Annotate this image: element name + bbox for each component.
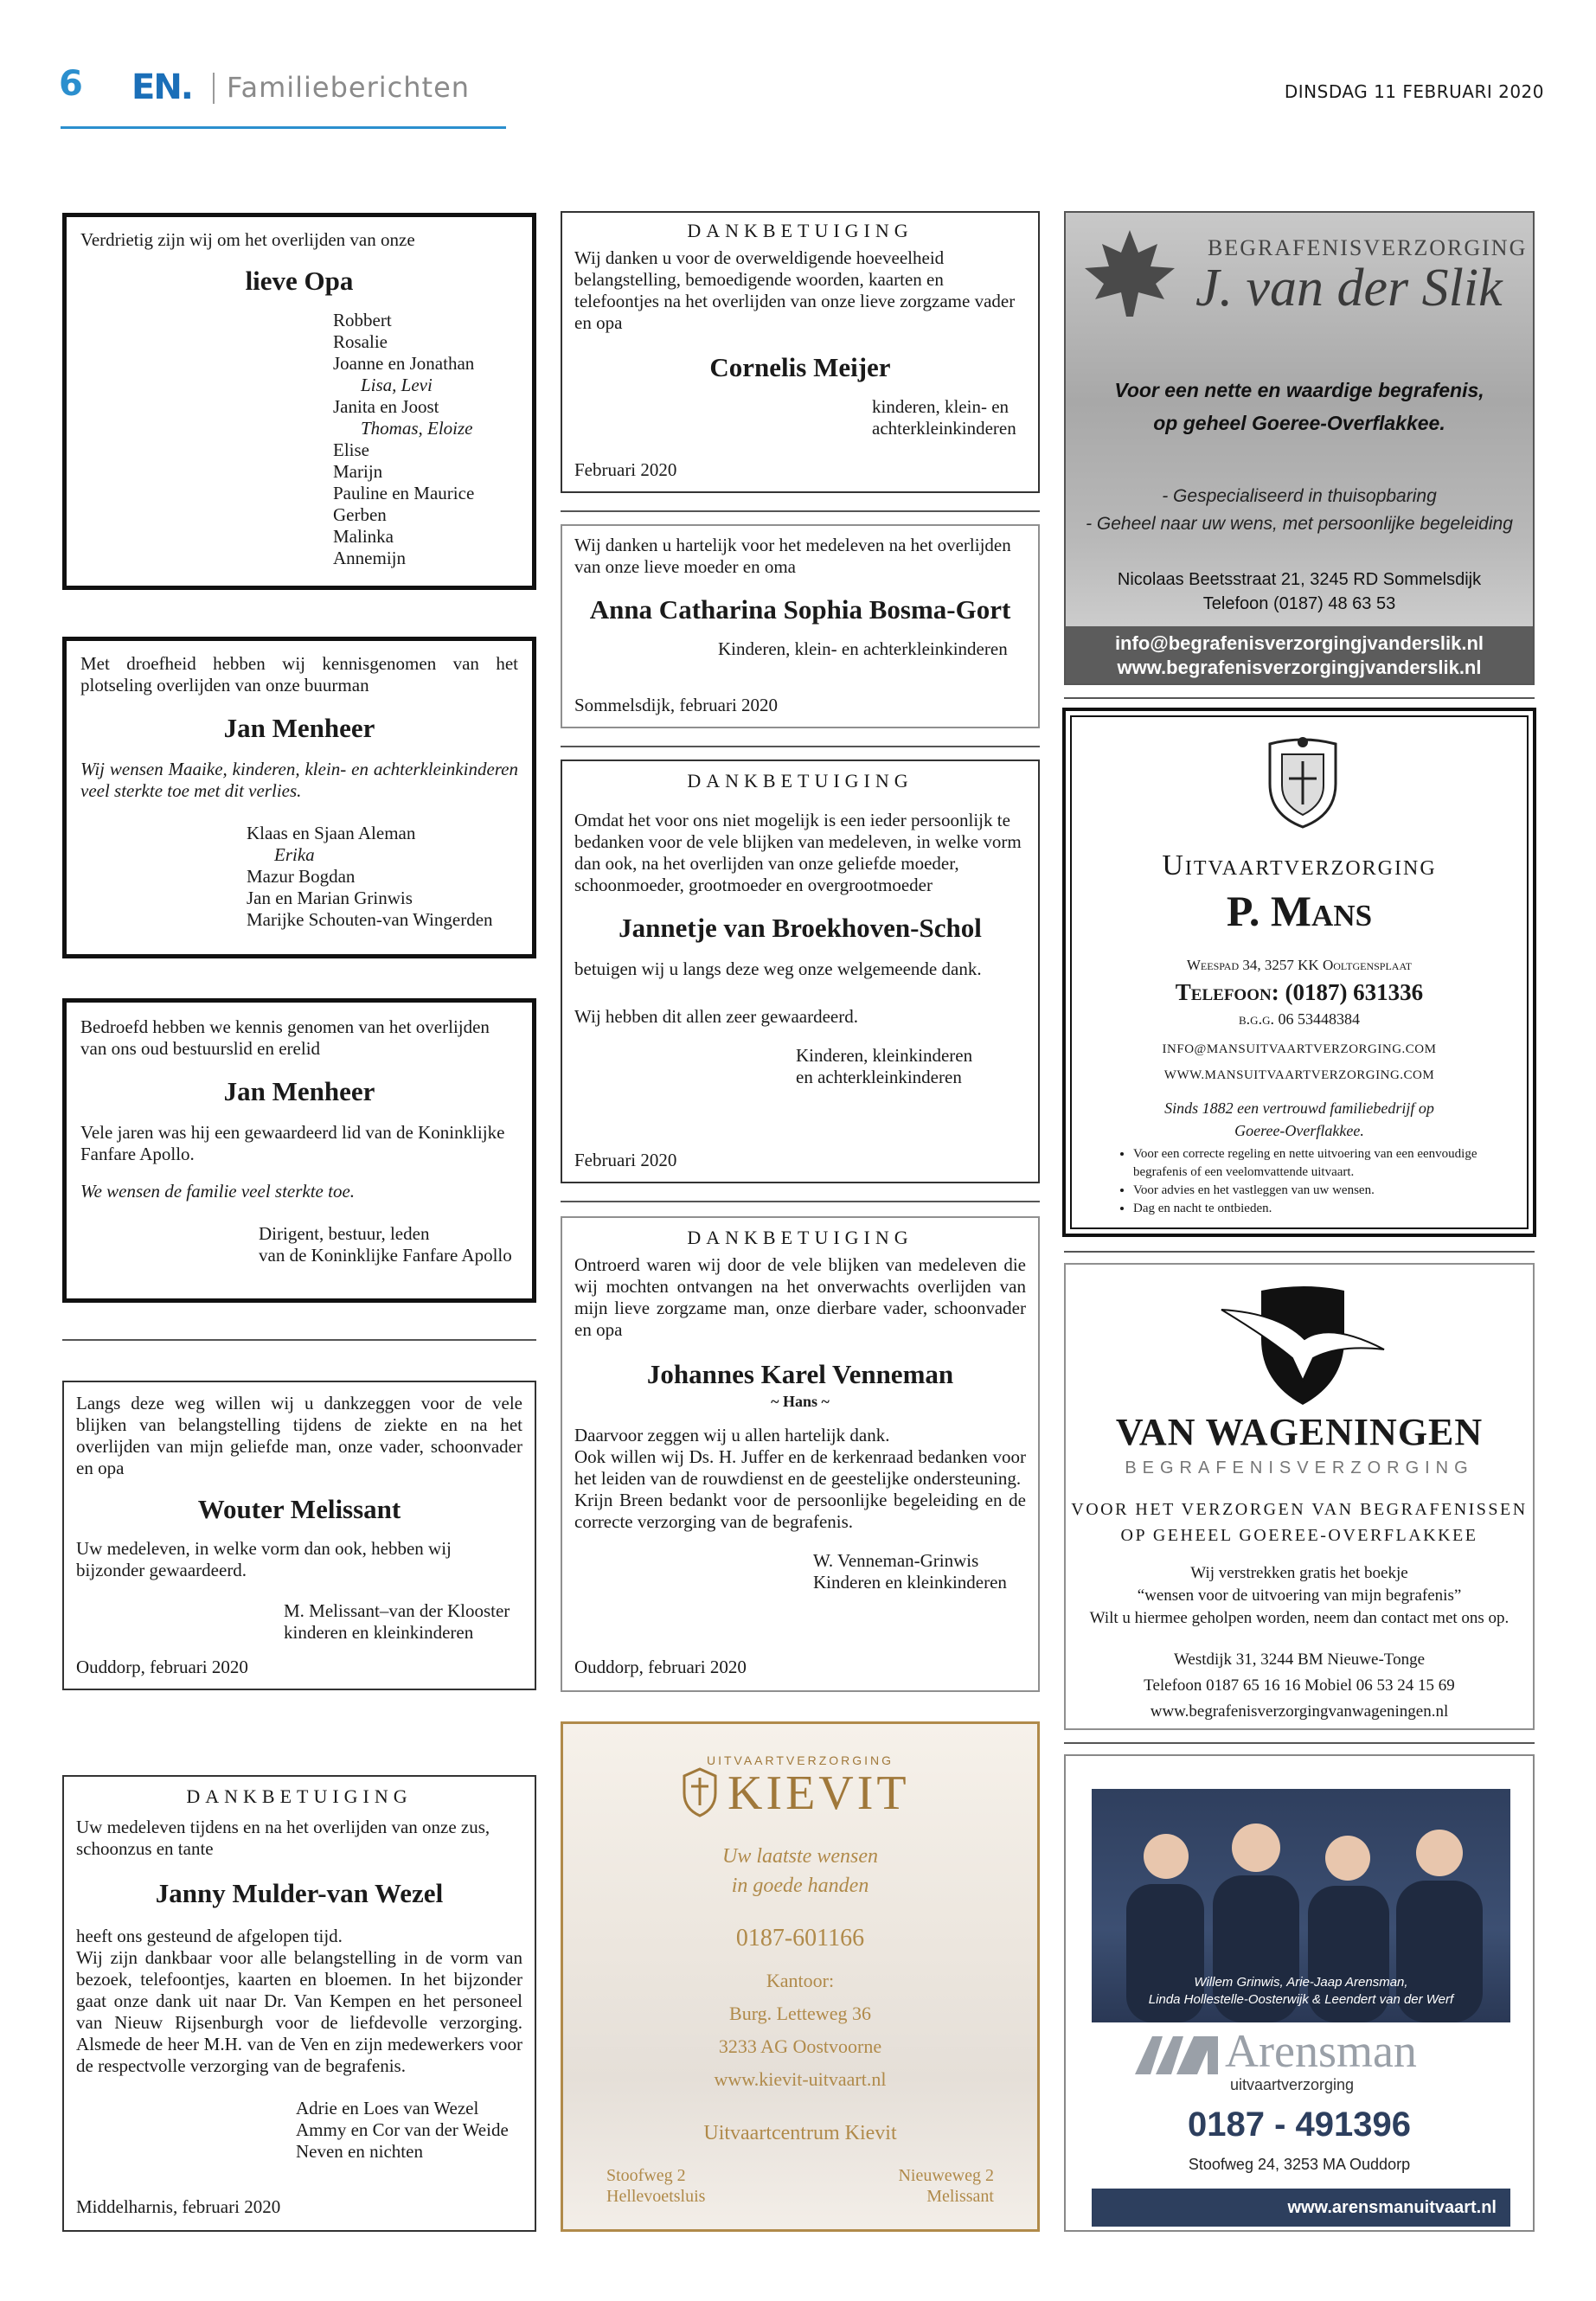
arensman-logo-icon [1133,2031,1220,2078]
ad-arensman[interactable] [1064,1754,1535,2232]
notice-place-date: Ouddorp, februari 2020 [76,1657,248,1677]
mans-name: P. Mans [1226,887,1373,935]
notice-date: Februari 2020 [574,1150,677,1170]
wageningen-phone[interactable]: Telefoon 0187 65 16 16 Mobiel 06 53 24 15 69 [1144,1676,1455,1695]
kievit-center: Uitvaartcentrum Kievit [703,2122,897,2144]
notice-heading: DANKBETUIGING [687,220,913,241]
notice-intro: Ontroerd waren wij door de vele blijken van medeleven die wij mochten ontvangen na het onverwachts overlijden van mijn lieve zorgzame man, onze dierbare vader, schoonvader en opa [574,1254,1026,1340]
notice-title: Cornelis Meijer [709,352,891,382]
notice-title: Jan Menheer [223,1076,375,1106]
kievit-street: Burg. Letteweg 36 [729,2003,871,2024]
notice-wouter-melissant [62,1381,536,1690]
notice-title: Jannetje van Broekhoven-Schol [619,913,982,943]
notice-intro: Met droefheid hebben wij kennisgenomen van het plotseling overlijden van onze buurman [80,653,518,695]
mans-email[interactable]: INFO@MANSUITVAARTVERZORGING.COM [1162,1042,1437,1056]
notice-lieve-opa [62,213,536,590]
column-divider [561,746,1040,747]
name-line: Gerben [333,504,387,525]
name-line: Jan en Marian Grinwis [247,888,413,908]
kievit-crest-icon [681,1767,719,1817]
signature-line: M. Melissant–van der Klooster [284,1600,510,1621]
signature-line: Kinderen, kleinkinderen [796,1045,973,1066]
signature-line: en achterkleinkinderen [796,1067,962,1087]
slik-phone[interactable]: Telefoon (0187) 48 63 53 [1202,594,1396,613]
wageningen-text: Wilt u hiermee geholpen worden, neem dan contact met ons op. [1089,1609,1509,1627]
notice-van-broekhoven [561,760,1040,1183]
arensman-name: Arensman [1225,2025,1417,2077]
mans-bullet: • Voor advies en het vastleggen van uw wensen. [1133,1182,1505,1200]
notice-intro: Bedroefd hebben we kennis genomen van het overlijden van ons oud bestuurslid en erelid [80,1016,490,1059]
arensman-phone[interactable]: 0187 - 491396 [1187,2106,1411,2144]
header-rule [61,126,506,129]
kievit-location: Hellevoetsluis [606,2187,706,2206]
slik-service: - Gespecialiseerd in thuisopbaring [1162,486,1437,506]
name-line: Lisa, Levi [361,375,433,395]
notice-intro: Verdrietig zijn wij om het overlijden van onze [80,229,415,250]
mans-since: Sinds 1882 een vertrouwd familiebedrijf op [1164,1099,1434,1117]
notice-text: Wij hebben dit allen zeer gewaardeerd. [574,1006,858,1027]
notice-text: Ook willen wij Ds. H. Juffer en de kerkenraad bedanken voor het leiden van de rouwdienst en de geestelijke ondersteuning. [574,1446,1026,1489]
slik-address: Nicolaas Beetsstraat 21, 3245 RD Sommelsdijk [1117,570,1482,589]
signature-line: Kinderen en kleinkinderen [813,1572,1007,1593]
kievit-slogan: in goede handen [731,1875,869,1897]
mans-web[interactable]: WWW.MANSUITVAARTVERZORGING.COM [1163,1068,1435,1082]
mans-bgg[interactable]: b.g.g. 06 53448384 [1239,1010,1360,1028]
signature-line: Dirigent, bestuur, leden [259,1223,430,1244]
ad-van-wageningen[interactable] [1064,1263,1535,1730]
column-divider [561,510,1040,512]
wageningen-web[interactable]: www.begrafenisverzorgingvanwageningen.nl [1150,1702,1449,1721]
kievit-location: Stoofweg 2 [606,2166,686,2185]
signature-line: Neven en nichten [296,2141,423,2162]
notice-johannes-venneman [561,1216,1040,1692]
notice-text: Uw medeleven, in welke vorm dan ook, hebben wij bijzonder gewaardeerd. [76,1538,452,1580]
signature-line: Adrie en Loes van Wezel [296,2098,479,2118]
notice-place-date: Sommelsdijk, februari 2020 [574,695,779,715]
wageningen-tagline: OP GEHEEL GOEREE-OVERFLAKKEE [1120,1526,1478,1545]
mans-since: Goeree-Overflakkee. [1234,1122,1364,1139]
slik-small: BEGRAFENISVERZORGING [1208,235,1528,260]
notice-intro: Omdat het voor ons niet mogelijk is een ieder persoonlijk te bedanken voor de vele blijken van medeleven, in welke vorm dan ook, na het overlijden van onze geliefde moeder, schoonmoeder, grootmoeder en overgrootmoeder [574,810,1022,895]
notice-title: lieve Opa [245,266,354,296]
notice-cornelis-meijer [561,211,1040,493]
wageningen-tagline: VOOR HET VERZORGEN VAN BEGRAFENISSEN [1071,1500,1528,1519]
slik-name: J. van der Slik [1195,259,1503,317]
slik-slogan: op geheel Goeree-Overflakkee. [1153,412,1445,434]
column-divider [561,1201,1040,1202]
kievit-top: UITVAARTVERZORGING [706,1753,894,1767]
wageningen-text: Wij verstrekken gratis het boekje [1190,1564,1408,1582]
notice-heading: DANKBETUIGING [687,770,913,792]
arensman-sub: uitvaartverzorging [1230,2076,1355,2093]
column-divider [1064,1742,1535,1744]
notice-intro: Langs deze weg willen wij u dankzeggen voor de vele blijken van belangstelling tijdens de ziekte en na het overlijden van mijn geliefde man, onze vader, schoonvader en opa [76,1393,522,1478]
signature-line: van de Koninklijke Fanfare Apollo [259,1245,512,1266]
notice-title: Anna Catharina Sophia Bosma-Gort [589,594,1011,625]
issue-date: DINSDAG 11 FEBRUARI 2020 [1284,81,1544,102]
slik-service: - Geheel naar uw wens, met persoonlijke begeleiding [1086,514,1513,534]
kievit-location: Melissant [926,2187,994,2206]
notice-intro: Wij danken u voor de overweldigende hoeveelheid belangstelling, bemoedigende woorden, kaarten en telefoontjes na het overlijden van onze lieve zorgzame vader en opa [574,247,1016,333]
kievit-slogan: Uw laatste wensen [722,1845,878,1868]
signature-line: kinderen en kleinkinderen [284,1622,474,1643]
name-line: Mazur Bogdan [247,866,356,887]
section-title: Familieberichten [227,71,471,104]
notice-intro: Wij danken u hartelijk voor het medeleven na het overlijden van onze lieve moeder en oma [574,535,1011,577]
name-line: Marijke Schouten-van Wingerden [247,909,493,930]
wageningen-sub: BEGRAFENISVERZORGING [1125,1458,1474,1477]
arensman-caption: Willem Grinwis, Arie-Jaap Arensman, [1194,1975,1408,1990]
signature-line: Ammy en Cor van der Weide [296,2119,509,2140]
kievit-office: Kantoor: [766,1970,835,1991]
notice-date: Februari 2020 [574,459,677,480]
ad-kievit[interactable] [561,1721,1040,2232]
notice-jan-menheer-fanfare [62,998,536,1303]
notice-heading: DANKBETUIGING [186,1785,413,1807]
name-line: Joanne en Jonathan [333,353,475,374]
name-line: Erika [274,844,315,865]
name-line: Rosalie [333,331,388,352]
wageningen-address: Westdijk 31, 3244 BM Nieuwe-Tonge [1173,1650,1426,1669]
notice-place-date: Ouddorp, februari 2020 [574,1657,747,1677]
arensman-address: Stoofweg 24, 3253 MA Ouddorp [1188,2156,1411,2173]
column-divider [62,1339,536,1341]
name-line: Thomas, Eloize [361,418,473,439]
slik-email[interactable]: info@begrafenisverzorgingjvanderslik.nl [1114,632,1484,654]
notice-janny-mulder [62,1775,536,2232]
mans-phone[interactable]: Telefoon: (0187) 631336 [1175,979,1424,1005]
name-line: Elise [333,439,369,460]
kievit-phone[interactable]: 0187-601166 [735,1925,865,1952]
mans-bullet: • Voor een correcte regeling en nette uitvoering van een eenvoudige begrafenis of een veelomvattende uitvaart. [1133,1145,1505,1182]
notice-title: Johannes Karel Venneman [646,1359,954,1389]
notice-text: betuigen wij u langs deze weg onze welgemeende dank. [574,958,982,979]
page-number: 6 [59,64,83,104]
arensman-web[interactable]: www.arensmanuitvaart.nl [1092,2189,1510,2227]
notice-heading: DANKBETUIGING [687,1227,913,1248]
notice-place-date: Middelharnis, februari 2020 [76,2196,281,2217]
wageningen-text: “wensen voor de uitvoering van mijn begrafenis” [1137,1586,1462,1605]
slik-slogan: Voor een nette en waardige begrafenis, [1114,379,1484,401]
notice-text: Wij zijn dankbaar voor alle belangstelling in de vorm van bezoek, telefoontjes, kaarten en bloemen. In het bijzonder gaat onze dank uit naar Dr. Van Kempen en het personeel van Nieuw Rijsenburgh voor de liefdevolle verzorging. Alsmede de heer M.H. van de Ven en zijn medewerkers voor de respectvolle verzorging van de begrafenis. [76,1947,522,2076]
kievit-web[interactable]: www.kievit-uitvaart.nl [714,2068,887,2090]
notice-nickname: ~ Hans ~ [771,1393,830,1410]
name-line: Marijn [333,461,383,482]
notice-title: Janny Mulder-van Wezel [155,1878,444,1908]
notice-bosma-gort [561,524,1040,728]
notice-intro: Uw medeleven tijdens en na het overlijden van onze zus, schoonzus en tante [76,1817,490,1859]
mans-address: Weespad 34, 3257 KK Ooltgensplaat [1186,957,1413,973]
notice-title: Jan Menheer [223,713,375,743]
ad-p-mans[interactable] [1062,708,1536,1237]
ad-van-der-slik[interactable] [1064,211,1535,685]
column-divider [1064,697,1535,699]
notice-jan-menheer-buurman [62,637,536,958]
bird-shield-icon [1218,1279,1388,1408]
signature-line: achterkleinkinderen [872,418,1016,439]
name-line: Klaas en Sjaan Aleman [247,823,416,843]
coat-of-arms-icon [1261,735,1344,830]
name-line: Annemijn [333,548,406,568]
newspaper-logo[interactable]: EN. [131,67,192,107]
mans-bullet: • Dag en nacht te ontbieden. [1133,1200,1505,1218]
notice-text: Daarvoor zeggen wij u allen hartelijk dank. [574,1425,890,1445]
kievit-city: 3233 AG Oostvoorne [718,2035,882,2057]
name-line: Robbert [333,310,392,330]
kievit-name: KIEVIT [727,1766,910,1820]
mans-top: Uitvaartverzorging [1162,849,1437,881]
signature-line: kinderen, klein- en [872,396,1010,417]
notice-wish: We wensen de familie veel sterkte toe. [80,1181,356,1202]
notice-wish: Wij wensen Maaike, kinderen, klein- en achterkleinkinderen veel sterkte toe met dit verlies. [80,759,518,801]
notice-text: Vele jaren was hij een gewaardeerd lid van de Koninklijke Fanfare Apollo. [80,1122,505,1164]
slik-web[interactable]: www.begrafenisverzorgingjvanderslik.nl [1117,657,1482,678]
name-line: Pauline en Maurice [333,483,475,503]
notice-text: heeft ons gesteund de afgelopen tijd. [76,1926,343,1946]
kievit-location: Nieuweweg 2 [898,2166,994,2185]
column-divider [1064,1251,1535,1253]
signature-line: W. Venneman-Grinwis [813,1550,979,1571]
notice-text: Krijn Breen bedankt voor de persoonlijke begeleiding en de correcte verzorging van de begrafenis. [574,1490,1026,1532]
name-line: Janita en Joost [333,396,439,417]
wageningen-name: VAN WAGENINGEN [1115,1411,1484,1453]
signature-line: Kinderen, klein- en achterkleinkinderen [718,638,1008,659]
notice-title: Wouter Melissant [197,1494,401,1524]
arensman-caption: Linda Hollestelle-Oosterwijk & Leendert van der Werf [1148,1992,1454,2007]
maple-leaf-icon [1078,227,1182,322]
arensman-team-photo [1092,1789,1510,2022]
header-separator [213,73,215,104]
name-line: Malinka [333,526,394,547]
